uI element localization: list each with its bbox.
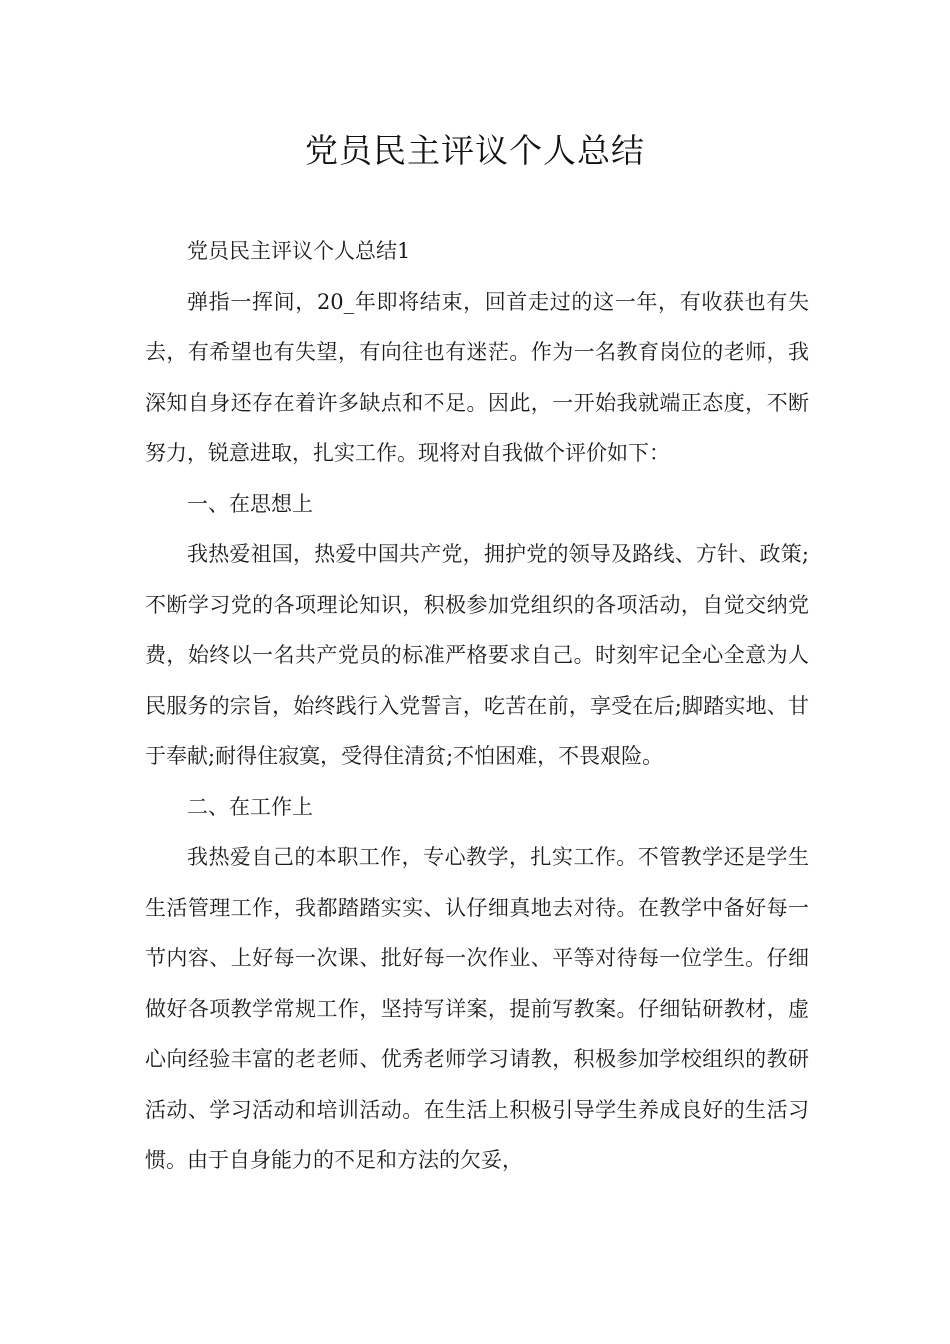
paragraph-thought: 我热爱祖国，热爱中国共产党，拥护党的领导及路线、方针、政策;不断学习党的各项理论知识，积极参加党组织的各项活动，自觉交纳党费，始终以一名共产党员的标准严格要求自己。时刻牢记全心全意为人民服务的宗旨，始终践行入党誓言，吃苦在前，享受在后;脚踏实地、甘于奉献;耐得住寂寞，受得住清贫;不怕困难，不畏艰险。 [145,542,809,768]
section-heading-work: 二、在工作上 [187,794,313,819]
paragraph-intro: 弹指一挥间，20_年即将结束，回首走过的这一年，有收获也有失去，有希望也有失望，有向往也有迷茫。作为一名教育岗位的老师，我深知自身还存在着许多缺点和不足。因此，一开始我就端正态度，不断努力，锐意进取，扎实工作。现将对自我做个评价如下： [145,289,809,465]
paragraph-subtitle: 党员民主评议个人总结1 [187,239,411,263]
document-body [145,226,809,1186]
document-title: 党员民主评议个人总结 [305,131,645,170]
paragraph-work: 我热爱自己的本职工作，专心教学，扎实工作。不管教学还是学生生活管理工作，我都踏踏实实、认仔细真地去对待。在教学中备好每一节内容、上好每一次课、批好每一次作业、平等对待每一位学生。仔细做好各项教学常规工作，坚持写详案，提前写教案。仔细钻研教材，虚心向经验丰富的老老师、优秀老师学习请教，积极参加学校组织的教研活动、学习活动和培训活动。在生活上积极引导学生养成良好的生活习惯。由于自身能力的不足和方法的欠妥， [145,845,809,1172]
section-heading-thought: 一、在思想上 [187,491,313,516]
